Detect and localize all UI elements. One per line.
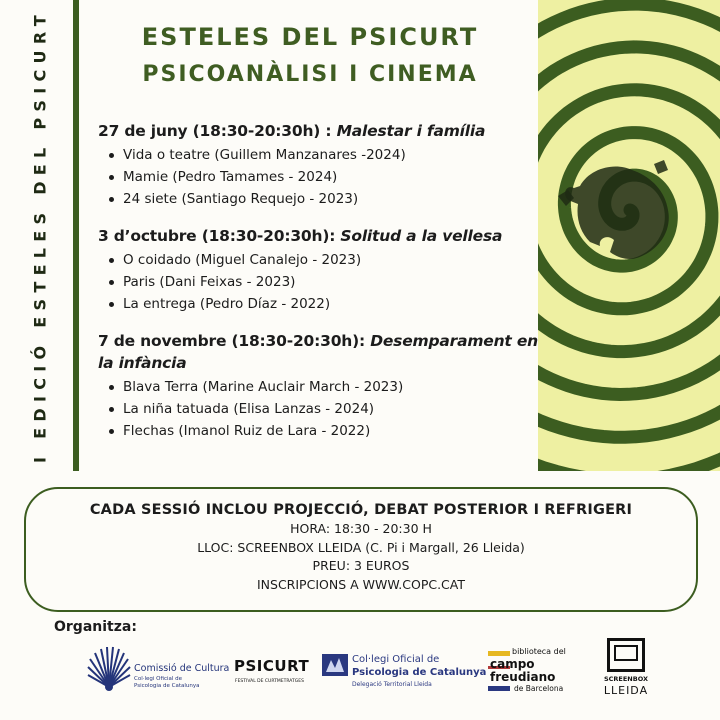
side-title-text: I EDICIÓ ESTELES DEL PSICURT [30,9,50,463]
logo-copc-lleida [322,652,487,692]
logo-comissio-cultura [86,645,230,695]
logo-campo-freudiano [488,645,570,695]
campo-line1: biblioteca del [512,647,566,656]
logo-psicurt [234,657,314,693]
sessions-list [98,120,538,457]
session-date: 7 de novembre (18:30-20:30h): [98,332,371,350]
session-theme: Solitud a la vellesa [340,227,503,245]
poster-header [90,20,530,92]
info-heading: CADA SESSIÓ INCLOU PROJECCIÓ, DEBAT POSTERIOR I REFRIGERI [89,502,633,518]
film-list [106,249,538,315]
campo-line4: de Barcelona [514,684,564,693]
screen-icon [607,638,645,672]
header-title: ESTELES DEL PSICURT [141,23,479,51]
info-hora: HORA: 18:30 - 20:30 H [290,521,432,536]
session-2 [98,225,538,315]
film-item: Paris (Dani Feixas - 2023) [106,271,538,293]
burst-icon [86,645,132,691]
comissio-sub1: Col·legi Oficial de [134,676,183,682]
film-item: O coidado (Miguel Canalejo - 2023) [106,249,538,271]
info-lloc: LLOC: SCREENBOX LLEIDA (C. Pi i Margall, 26 Lleida) [197,539,525,555]
header-subtitle: PSICOANÀLISI I CINEMA [142,62,478,87]
film-list [106,144,538,210]
film-item: La entrega (Pedro Díaz - 2022) [106,293,538,315]
comissio-sub2: Psicologia de Catalunya [134,683,200,689]
side-title [0,0,64,472]
logo-screenbox [603,638,651,702]
session-theme: Malestar i família [336,122,486,140]
info-preu: PREU: 3 EUROS [312,558,410,573]
session-3 [98,330,538,442]
copc-line1: Col·legi Oficial de [352,654,440,665]
divider-bar [73,0,79,471]
session-heading [98,225,538,247]
copc-line2: Psicologia de Catalunya [352,667,487,678]
session-heading [98,330,538,374]
film-item: 24 siete (Santiago Requejo - 2023) [106,188,538,210]
session-date: 27 de juny (18:30-20:30h) : [98,122,337,140]
film-item: Blava Terra (Marine Auclair March - 2023) [106,376,538,398]
film-item: Mamie (Pedro Tamames - 2024) [106,166,538,188]
screenbox-line1: SCREENBOX [603,675,649,683]
info-inscripcions: INSCRIPCIONS A WWW.COPC.CAT [256,576,465,592]
session-date: 3 d’octubre (18:30-20:30h): [98,227,341,245]
psicurt-title: PSICURT [234,657,310,675]
screenbox-line2: LLEIDA [603,684,649,697]
film-item: Vida o teatre (Guillem Manzanares -2024) [106,144,538,166]
organizers-label: Organitza: [54,619,137,635]
campo-line2: campo [490,657,535,671]
film-item: La niña tatuada (Elisa Lanzas - 2024) [106,398,538,420]
film-list [106,376,538,442]
spiral-graphic [538,0,720,471]
session-1 [98,120,538,210]
psicurt-sub: FESTIVAL DE CURTMETRATGES [235,679,304,684]
session-theme: Desemparament en la infància [98,332,538,372]
copc-line3: Delegació Territorial Lleida [352,681,432,688]
comissio-title: Comissió de Cultura [134,663,230,674]
session-heading [98,120,538,142]
copc-icon [322,654,348,676]
hypnotic-spiral-image [538,0,720,471]
info-box [24,487,698,612]
film-item: Flechas (Imanol Ruiz de Lara - 2022) [106,420,538,442]
campo-line3: freudiano [490,670,556,684]
